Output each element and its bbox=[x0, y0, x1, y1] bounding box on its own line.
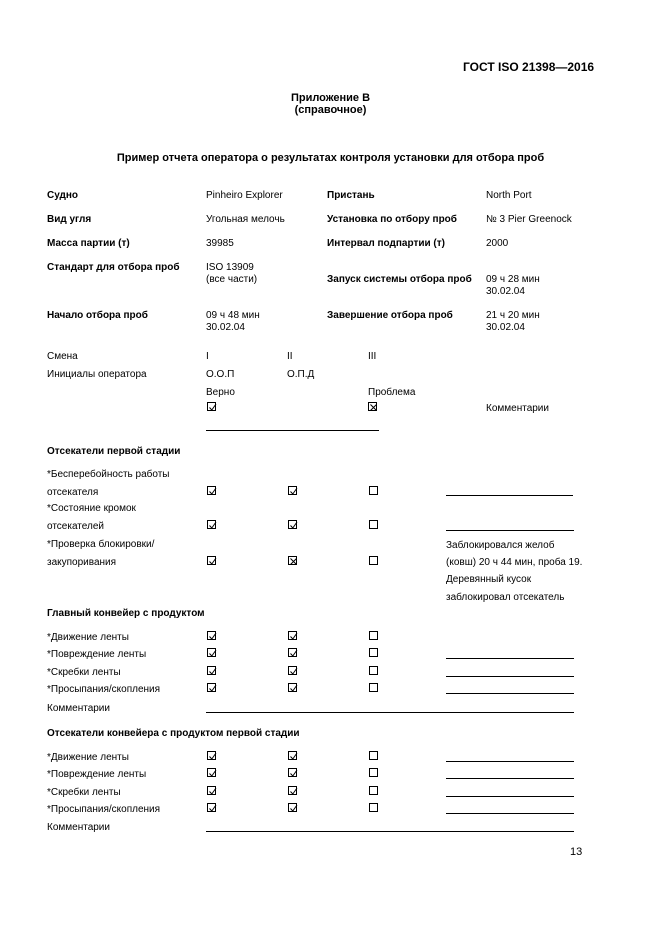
shift-3-checkbox[interactable] bbox=[369, 803, 378, 812]
comment-line bbox=[446, 530, 574, 531]
appendix-title: Приложение В bbox=[290, 92, 371, 104]
shift-3: III bbox=[368, 351, 377, 362]
shift-1-checkbox[interactable] bbox=[207, 631, 216, 640]
end-value-line1: 21 ч 20 мин bbox=[486, 310, 540, 321]
shift-1-checkbox[interactable] bbox=[207, 486, 216, 495]
comment-line bbox=[446, 796, 574, 797]
row-label-line2: отсекателей bbox=[47, 521, 104, 532]
shift-3-checkbox[interactable] bbox=[369, 666, 378, 675]
shift-1: I bbox=[206, 351, 209, 362]
check-icon bbox=[289, 667, 298, 676]
check-icon bbox=[208, 521, 217, 530]
row-label-line1: *Бесперебойность работы bbox=[47, 469, 170, 480]
initials-2: О.П.Д bbox=[287, 369, 315, 380]
row-label: *Просыпания/скопления bbox=[47, 804, 161, 815]
shift-1-checkbox[interactable] bbox=[207, 666, 216, 675]
check-icon bbox=[208, 769, 217, 778]
comment-line bbox=[446, 778, 574, 779]
shift-1-checkbox[interactable] bbox=[207, 556, 216, 565]
check-icon bbox=[289, 769, 298, 778]
row-label-line2: закупоривания bbox=[47, 557, 117, 568]
comment-text-line2: (ковш) 20 ч 44 мин, проба 19. bbox=[446, 557, 583, 568]
shift-2-checkbox[interactable] bbox=[288, 631, 297, 640]
comment-text-line4: заблокировал отсекатель bbox=[446, 592, 565, 603]
page-number: 13 bbox=[570, 846, 583, 858]
comments-label: Комментарии bbox=[47, 703, 110, 714]
check-icon bbox=[289, 804, 298, 813]
initials-1: О.О.П bbox=[206, 369, 235, 380]
shift-3-checkbox[interactable] bbox=[369, 648, 378, 657]
interval-value: 2000 bbox=[486, 238, 509, 249]
shift-2-checkbox[interactable] bbox=[288, 486, 297, 495]
check-icon bbox=[289, 752, 298, 761]
launch-value-line1: 09 ч 28 мин bbox=[486, 274, 540, 285]
start-value-line2: 30.02.04 bbox=[206, 322, 245, 333]
comments-line[interactable] bbox=[206, 831, 574, 832]
check-icon bbox=[289, 487, 298, 496]
mass-label: Масса партии (т) bbox=[47, 238, 130, 249]
check-icon bbox=[289, 684, 298, 693]
row-label: *Повреждение ленты bbox=[47, 769, 147, 780]
check-icon bbox=[208, 752, 217, 761]
comment-line bbox=[446, 761, 574, 762]
pier-value: North Port bbox=[486, 190, 532, 201]
shift-2-checkbox[interactable] bbox=[288, 520, 297, 529]
shift-2-checkbox[interactable] bbox=[288, 751, 297, 760]
vessel-label: Судно bbox=[47, 190, 79, 201]
check-icon bbox=[208, 787, 217, 796]
initials-label: Инициалы оператора bbox=[47, 369, 147, 380]
shift-2-checkbox[interactable] bbox=[288, 648, 297, 657]
start-value-line1: 09 ч 48 мин bbox=[206, 310, 260, 321]
row-label: *Скребки ленты bbox=[47, 667, 121, 678]
check-icon bbox=[208, 487, 217, 496]
check-icon bbox=[208, 649, 217, 658]
comment-line bbox=[446, 658, 574, 659]
shift-2-checkbox[interactable] bbox=[288, 683, 297, 692]
comment-line bbox=[446, 693, 574, 694]
shift-3-checkbox[interactable] bbox=[369, 520, 378, 529]
shift-2-checkbox[interactable] bbox=[288, 786, 297, 795]
sampler-value: № 3 Pier Greenock bbox=[486, 214, 572, 225]
end-value-line2: 30.02.04 bbox=[486, 322, 525, 333]
check-icon bbox=[208, 667, 217, 676]
problem-label: Проблема bbox=[368, 387, 416, 398]
interval-label: Интервал подпартии (т) bbox=[327, 238, 445, 249]
comment-text-line1: Заблокировался желоб bbox=[446, 540, 555, 551]
shift-2-checkbox[interactable] bbox=[288, 803, 297, 812]
comments-line[interactable] bbox=[206, 712, 574, 713]
shift-3-checkbox[interactable] bbox=[369, 768, 378, 777]
check-icon bbox=[208, 403, 217, 412]
standard-value-line2: (все части) bbox=[206, 274, 258, 285]
shift-1-checkbox[interactable] bbox=[207, 751, 216, 760]
vessel-value: Pinheiro Explorer bbox=[206, 190, 283, 201]
pier-label: Пристань bbox=[327, 190, 375, 201]
shift-3-checkbox[interactable] bbox=[369, 751, 378, 760]
section-2-title: Главный конвейер с продуктом bbox=[47, 608, 205, 619]
row-label-line2: отсекателя bbox=[47, 487, 99, 498]
shift-1-checkbox[interactable] bbox=[207, 520, 216, 529]
shift-3-checkbox[interactable] bbox=[369, 683, 378, 692]
legend-correct-checkbox bbox=[207, 402, 216, 411]
check-icon bbox=[208, 632, 217, 641]
shift-2-checkbox[interactable] bbox=[288, 556, 297, 565]
shift-1-checkbox[interactable] bbox=[207, 768, 216, 777]
row-label-line1: *Состояние кромок bbox=[47, 503, 136, 514]
shift-3-checkbox[interactable] bbox=[369, 556, 378, 565]
shift-label: Смена bbox=[47, 351, 78, 362]
check-icon bbox=[289, 632, 298, 641]
coal-label: Вид угля bbox=[47, 214, 92, 225]
comment-line bbox=[446, 813, 574, 814]
start-label: Начало отбора проб bbox=[47, 310, 148, 321]
shift-1-checkbox[interactable] bbox=[207, 803, 216, 812]
launch-label: Запуск системы отбора проб bbox=[327, 274, 472, 285]
check-icon bbox=[289, 649, 298, 658]
appendix-subtitle: (справочное) bbox=[294, 104, 367, 116]
row-label: *Скребки ленты bbox=[47, 787, 121, 798]
cross-icon bbox=[289, 557, 298, 566]
document-code: ГОСТ ISO 21398—2016 bbox=[463, 60, 595, 74]
comment-line bbox=[446, 495, 573, 496]
shift-3-checkbox[interactable] bbox=[369, 486, 378, 495]
mass-value: 39985 bbox=[206, 238, 234, 249]
shift-3-checkbox[interactable] bbox=[369, 786, 378, 795]
shift-2-checkbox[interactable] bbox=[288, 666, 297, 675]
coal-value: Угольная мелочь bbox=[206, 214, 285, 225]
legend-problem-checkbox bbox=[368, 402, 377, 411]
row-label: *Повреждение ленты bbox=[47, 649, 147, 660]
section-1-title: Отсекатели первой стадии bbox=[47, 446, 181, 457]
end-label: Завершение отбора проб bbox=[327, 310, 453, 321]
shift-1-checkbox[interactable] bbox=[207, 786, 216, 795]
comments-header: Комментарии bbox=[486, 403, 549, 414]
check-icon bbox=[289, 521, 298, 530]
section-3-title: Отсекатели конвейера с продуктом первой стадии bbox=[47, 728, 300, 739]
check-icon bbox=[208, 557, 217, 566]
cross-icon bbox=[369, 403, 378, 412]
report-title: Пример отчета оператора о результатах контроля установки для отбора проб bbox=[116, 152, 545, 164]
comment-line bbox=[446, 676, 574, 677]
shift-1-checkbox[interactable] bbox=[207, 683, 216, 692]
launch-value-line2: 30.02.04 bbox=[486, 286, 525, 297]
check-icon bbox=[208, 804, 217, 813]
comments-label: Комментарии bbox=[47, 822, 110, 833]
standard-label: Стандарт для отбора проб bbox=[47, 262, 180, 273]
row-label: *Движение ленты bbox=[47, 632, 129, 643]
sampler-label: Установка по отбору проб bbox=[327, 214, 457, 225]
shift-3-checkbox[interactable] bbox=[369, 631, 378, 640]
divider-line bbox=[206, 430, 379, 431]
row-label: *Движение ленты bbox=[47, 752, 129, 763]
correct-label: Верно bbox=[206, 387, 235, 398]
shift-2-checkbox[interactable] bbox=[288, 768, 297, 777]
check-icon bbox=[208, 684, 217, 693]
standard-value-line1: ISO 13909 bbox=[206, 262, 254, 273]
row-label-line1: *Проверка блокировки/ bbox=[47, 539, 155, 550]
check-icon bbox=[289, 787, 298, 796]
comment-text-line3: Деревянный кусок bbox=[446, 574, 532, 585]
shift-1-checkbox[interactable] bbox=[207, 648, 216, 657]
shift-2: II bbox=[287, 351, 293, 362]
row-label: *Просыпания/скопления bbox=[47, 684, 161, 695]
